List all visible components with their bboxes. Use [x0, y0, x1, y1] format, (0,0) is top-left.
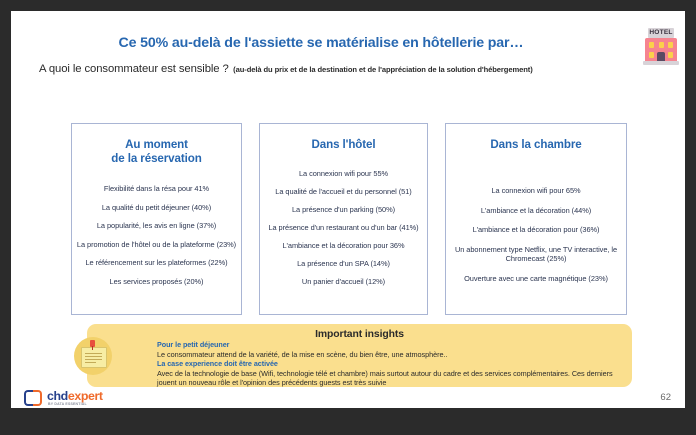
- logo-wordmark: [47, 389, 103, 403]
- list-item: Ouverture avec une carte magnétique (23%): [464, 273, 608, 283]
- list-item: La qualité de l'accueil et du personnel (51): [275, 187, 412, 196]
- logo-tagline: BY DATA ESSENTIAL: [48, 402, 87, 406]
- insight-text: Le consommateur attend de la variété, de la mise en scène, du bien être, une atmosphère..: [157, 349, 448, 359]
- logo-mark-left: [24, 390, 33, 406]
- hotel-icon: [643, 28, 679, 68]
- note-line: [85, 353, 102, 354]
- list-item: Un panier d'accueil (12%): [301, 277, 386, 286]
- list-item: Le référencement sur les plateformes (22%): [85, 258, 228, 267]
- hotel-window-icon: [659, 42, 664, 48]
- list-item: La popularité, les avis en ligne (37%): [96, 221, 217, 230]
- list-item: La présence d'un SPA (14%): [297, 259, 390, 268]
- note-icon: [74, 337, 112, 375]
- list-item: La qualité du petit déjeuner (40%): [101, 202, 212, 212]
- hotel-window-icon: [668, 52, 673, 58]
- column-item-list: [449, 186, 623, 308]
- logo-mark-right: [33, 390, 42, 406]
- list-item: La connexion wifi pour 65%: [491, 186, 581, 195]
- list-item: L'ambiance et la décoration pour 36%: [282, 241, 405, 250]
- column-item-list: [263, 169, 424, 308]
- list-item: L'ambiance et la décoration pour (36%): [472, 225, 600, 234]
- logo-word-secondary: expert: [67, 389, 103, 403]
- pin-needle-icon: [92, 346, 93, 350]
- column-title: [260, 138, 427, 152]
- page-number: 62: [660, 392, 671, 403]
- important-insights-panel: [87, 324, 632, 387]
- list-item: La présence d'un restaurant ou d'un bar (41%): [268, 223, 419, 232]
- column-title-line-1: Dans la chambre: [490, 138, 582, 151]
- slide-canvas: [11, 11, 685, 408]
- list-item: Les services proposés (20%): [109, 276, 204, 286]
- subtitle-main-text: A quoi le consommateur est sensible ?: [39, 63, 229, 75]
- insight-label: La case experience doit être activée: [157, 359, 278, 369]
- insights-heading: Important insights: [315, 329, 404, 340]
- list-item: L'ambiance et la décoration (44%): [480, 205, 592, 215]
- slide-subtitle: [39, 59, 659, 77]
- insight-label: Pour le petit déjeuner: [157, 340, 230, 349]
- column-title: [446, 138, 626, 152]
- subtitle-note-text: (au-delà du prix et de la destination et de l'appréciation de la solution d'hébergement): [233, 65, 533, 74]
- insights-body: [157, 340, 618, 388]
- list-item: La connexion wifi pour 55%: [298, 169, 389, 178]
- list-item: La promotion de l'hôtel ou de la plateforme (23%): [76, 239, 237, 249]
- column-title-line-1: Au moment: [125, 138, 188, 151]
- chdexpert-logo: [24, 389, 144, 408]
- list-item: Flexibilité dans la résa pour 41%: [103, 184, 210, 193]
- logo-mark-icon: [24, 390, 43, 406]
- column-title: [72, 138, 241, 166]
- column-item-list: [75, 184, 238, 308]
- hotel-window-icon: [649, 42, 654, 48]
- note-line: [85, 356, 102, 357]
- column-title-line-1: Dans l'hôtel: [311, 138, 376, 151]
- note-card-shape: [81, 347, 107, 368]
- logo-word-primary: chd: [47, 389, 68, 403]
- column-card-reservation: [71, 123, 242, 315]
- hotel-sign-label: HOTEL: [649, 29, 673, 36]
- slide-header: [11, 11, 685, 93]
- hotel-window-icon: [668, 42, 673, 48]
- list-item: La présence d'un parking (50%): [291, 205, 396, 214]
- column-card-hotel: [259, 123, 428, 315]
- note-line: [85, 362, 96, 363]
- column-card-room: [445, 123, 627, 315]
- insight-text: Avec de la technologie de base (Wifi, technologie télé et chambre) mais surtout autour du cadre et des services complémentaires. Ces derniers jouent un nouveau rôle et l'opinion des précédents guests est très suivie: [157, 368, 613, 388]
- hotel-window-icon: [649, 52, 654, 58]
- column-title-line-2: de la réservation: [111, 152, 202, 165]
- note-line: [85, 359, 102, 360]
- page-title: Ce 50% au-delà de l'assiette se matérialise en hôtellerie par…: [118, 35, 524, 51]
- hotel-base: [643, 61, 679, 65]
- list-item: Un abonnement type Netflix, une TV interactive, le Chromecast (25%): [454, 244, 618, 263]
